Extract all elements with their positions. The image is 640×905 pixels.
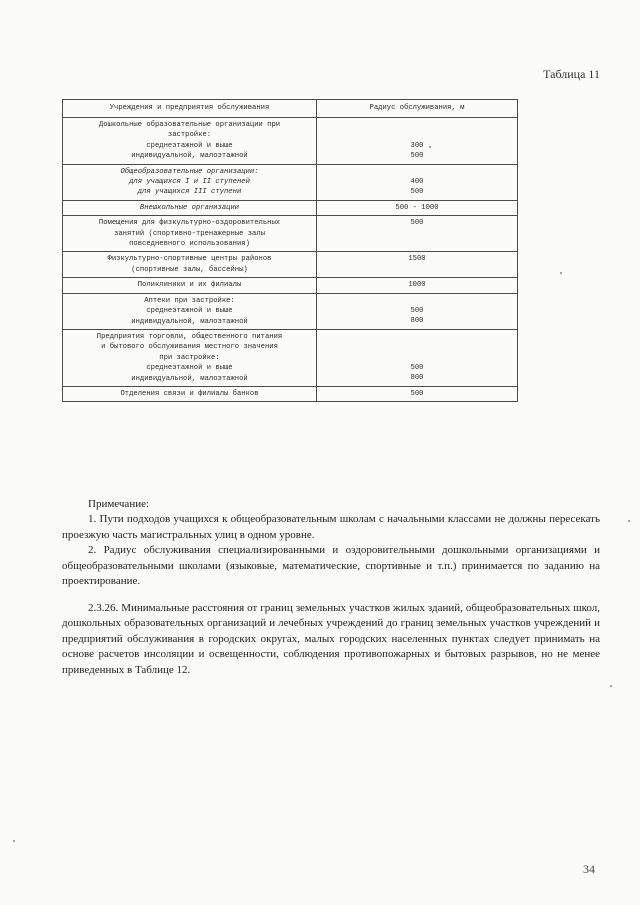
scan-speck [628, 520, 630, 522]
radius-cell [317, 118, 518, 165]
radius-cell [317, 252, 518, 278]
radius-value [320, 120, 514, 130]
notes-block [62, 497, 600, 589]
radius-cell [317, 216, 518, 252]
paragraph-2-3-26: 2.3.26. Минимальные расстояния от границ земельных участков жилых зданий, общеобразовательных школ, дошкольных образовательных организаций и лечебных учреждений до границ земельных участков учреждений и предприятий обслуживания в городских округах, малых городских населенных пунктах следует принимать на основе расчетов инсоляции и освещенности, соблюдения противопожарных и бытовых разрывов, но не менее приведенных в Таблице 12. [62, 602, 600, 676]
institution-cell [63, 200, 317, 215]
institution-line: Физкультурно-спортивные центры районов [107, 255, 272, 264]
radius-value [320, 167, 514, 177]
radius-value: 500 [410, 219, 424, 228]
institution-cell [63, 164, 317, 200]
radius-cell [317, 278, 518, 293]
radius-cell [317, 200, 518, 215]
table-row [63, 164, 518, 200]
institution-line: при застройке: [159, 353, 220, 362]
institution-line: повседневного использования) [129, 240, 250, 249]
table-body [63, 118, 518, 402]
column-header-institution: Учреждения и предприятия обслуживания [63, 100, 317, 118]
radius-cell [317, 329, 518, 386]
institution-cell [63, 386, 317, 401]
service-radius-table [62, 99, 518, 402]
scan-speck [610, 685, 612, 687]
table-row [63, 386, 518, 401]
note-item-1: 1. Пути подходов учащихся к общеобразовательным школам с начальными классами не должны пересекать проезжую часть магистральных улиц в одном уровне. [62, 513, 600, 541]
table-row [63, 252, 518, 278]
institution-line: среднеэтажной и выше [146, 307, 233, 316]
institution-cell [63, 278, 317, 293]
institution-line: среднеэтажной и выше [146, 364, 233, 373]
notes-heading: Примечание: [88, 498, 150, 510]
table-row [63, 329, 518, 386]
institution-line: Внешкольные организации [139, 203, 240, 212]
institution-line: Поликлиники и их филиалы [137, 281, 242, 290]
radius-value: 500 [410, 152, 424, 161]
institution-cell [63, 216, 317, 252]
radius-value: 800 [410, 374, 424, 383]
institution-line: Отделения связи и филиалы банков [120, 389, 259, 398]
column-header-radius: Радиус обслуживания, м [317, 100, 518, 118]
table-row [63, 216, 518, 252]
institution-line: Предприятия торговли, общественного питания [96, 332, 283, 341]
table-header-row [63, 100, 518, 118]
institution-cell [63, 118, 317, 165]
institution-line: среднеэтажной и выше [146, 141, 233, 150]
institution-line: Общеобразовательные организации: [120, 167, 259, 176]
table-row [63, 278, 518, 293]
institution-line: занятий (спортивно-тренажерные залы [114, 229, 265, 238]
radius-cell [317, 164, 518, 200]
institution-line: застройке: [167, 131, 212, 140]
institution-line: Помещения для физкультурно-оздоровительных [98, 219, 281, 228]
radius-value: 1500 [408, 255, 426, 264]
institution-line: индивидуальной, малоэтажной [131, 152, 248, 161]
institution-line: Аптеки при застройке: [144, 296, 235, 305]
radius-value [320, 342, 514, 352]
radius-value: 300 [410, 141, 424, 150]
radius-value: 800 [410, 317, 424, 326]
scan-speck [13, 840, 15, 842]
radius-value: 400 [410, 178, 424, 187]
radius-value: 500 [410, 188, 424, 197]
radius-value: 500 [410, 389, 424, 398]
radius-value: 1000 [408, 281, 426, 290]
institution-cell [63, 329, 317, 386]
page-number: 34 [583, 862, 595, 876]
radius-value: 500 [410, 364, 424, 373]
institution-line: и бытового обслуживания местного значения [101, 343, 278, 352]
institution-line: для учащихся I и II ступеней [129, 178, 250, 187]
scan-speck [429, 146, 431, 148]
paragraph-block [62, 601, 600, 678]
institution-line: для учащихся III ступени [137, 188, 242, 197]
table-caption: Таблица 11 [543, 67, 600, 81]
radius-value [320, 332, 514, 342]
radius-value: 500 - 1000 [395, 203, 439, 212]
institution-line: индивидуальной, малоэтажной [131, 374, 248, 383]
institution-line: Дошкольные образовательные организации при [98, 121, 281, 129]
radius-value [320, 130, 514, 140]
table-row [63, 293, 518, 329]
institution-line: индивидуальной, малоэтажной [131, 317, 248, 326]
table-row [63, 118, 518, 165]
institution-cell [63, 252, 317, 278]
scan-speck [560, 272, 562, 274]
radius-value [320, 353, 514, 363]
radius-value [320, 296, 514, 306]
radius-cell [317, 386, 518, 401]
note-item-2: 2. Радиус обслуживания специализированными и оздоровительными дошкольными организациями и общеобразовательными школами (языковые, математические, спортивные и т.п.) принимается по заданию на проектирование. [62, 544, 600, 588]
radius-value: 500 [410, 307, 424, 316]
institution-line: (спортивные залы, бассейны) [131, 265, 248, 274]
institution-cell [63, 293, 317, 329]
table-row [63, 200, 518, 215]
radius-cell [317, 293, 518, 329]
